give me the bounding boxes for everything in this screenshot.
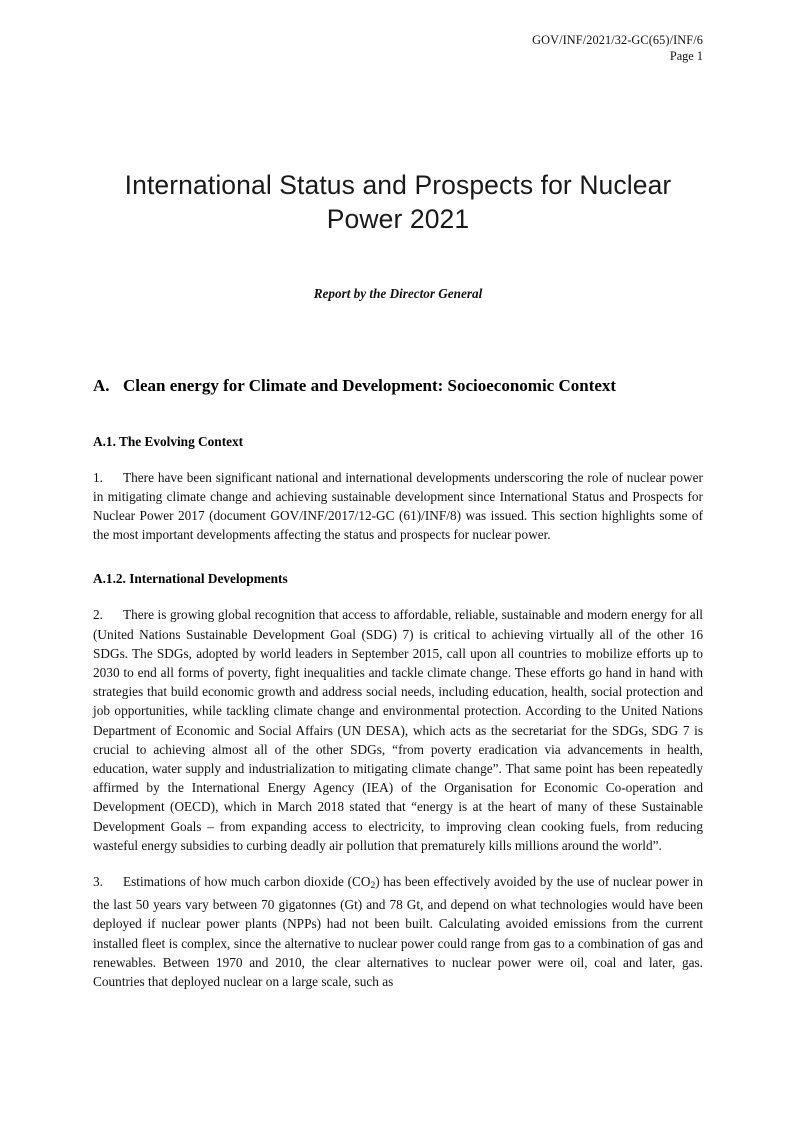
section-title-a: Clean energy for Climate and Development: Socioeconomic Context bbox=[123, 376, 617, 395]
co2-subscript: 2 bbox=[370, 880, 376, 892]
section-label-a: A. bbox=[93, 376, 110, 395]
paragraph-3 bbox=[93, 872, 703, 991]
title-block bbox=[93, 168, 703, 302]
spacer bbox=[93, 451, 703, 468]
section-heading-a bbox=[93, 374, 703, 398]
paragraph-2-number: 2. bbox=[93, 607, 103, 623]
running-header bbox=[93, 33, 703, 64]
paragraph-1-text: There have been significant national and international developments underscoring the role of nuclear power in mitigating climate change and achieving sustainable development since International Status and Prospects for Nuclear Power 2017 (document GOV/INF/2017/12-GC (61)/INF/8) was issued. This section highlights some of the most important developments affecting the status and prospects for nuclear power. bbox=[93, 469, 703, 543]
paragraph-1-number: 1. bbox=[93, 469, 103, 485]
subheading-a1: A.1. The Evolving Context bbox=[93, 433, 244, 449]
spacer bbox=[93, 544, 703, 570]
page-number: Page 1 bbox=[669, 48, 703, 63]
paragraph-1 bbox=[93, 468, 703, 545]
document-subtitle: Report by the Director General bbox=[313, 286, 483, 301]
paragraph-2 bbox=[93, 605, 703, 855]
page-title: International Status and Prospects for Nuclear Power 2021 bbox=[124, 170, 672, 234]
subheading-a12: A.1.2. International Developments bbox=[93, 571, 288, 587]
paragraph-3-text-after: ) has been effectively avoided by the use of nuclear power in the last 50 years vary between 70 gigatonnes (Gt) and 78 Gt, and depend on what technologies would have been deployed if nuclear power plants (NPPs) had not been built. Calculating avoided emissions from the current installed fleet is complex, since the alternative to nuclear power could range from gas to a combination of gas and renewables. Between 1970 and 2010, the clear alternatives to nuclear power were oil, coal and later, gas. Countries that deployed nuclear on a large scale, such as bbox=[93, 873, 703, 990]
paragraph-3-text-before: Estimations of how much carbon dioxide (CO bbox=[123, 873, 371, 889]
spacer bbox=[93, 855, 703, 872]
paragraph-2-text: There is growing global recognition that access to affordable, reliable, sustainable and modern energy for all (United Nations Sustainable Development Goal (SDG) 7) is critical to achieving virtually all of the other 16 SDGs. The SDGs, adopted by world leaders in September 2015, call upon all countries to mobilize efforts up to 2030 to end all forms of poverty, fight inequalities and tackle climate change. These efforts go hand in hand with strategies that build economic growth and address social needs, including education, health, social protection and job opportunities, while tackling climate change and environmental protection. According to the United Nations Department of Economic and Social Affairs (UN DESA), which acts as the secretariat for the SDGs, SDG 7 is crucial to achieving almost all of the other SDGs, “from poverty eradication via advancements in health, education, water supply and industrialization to mitigating climate change”. That same point has been repeatedly affirmed by the International Energy Agency (IEA) of the Organisation for Economic Co-operation and Development (OECD), which in March 2018 stated that “energy is at the heart of many of these Sustainable Development Goals – from expanding access to electricity, to improving clean cooking fuels, from reducing wasteful energy subsidies to curbing deadly air pollution that prematurely kills millions around the world”. bbox=[93, 607, 703, 853]
document-symbol: GOV/INF/2021/32-GC(65)/INF/6 bbox=[532, 33, 703, 47]
spacer bbox=[93, 588, 703, 605]
document-body bbox=[93, 374, 703, 991]
spacer bbox=[93, 398, 703, 433]
paragraph-3-number: 3. bbox=[93, 873, 103, 889]
